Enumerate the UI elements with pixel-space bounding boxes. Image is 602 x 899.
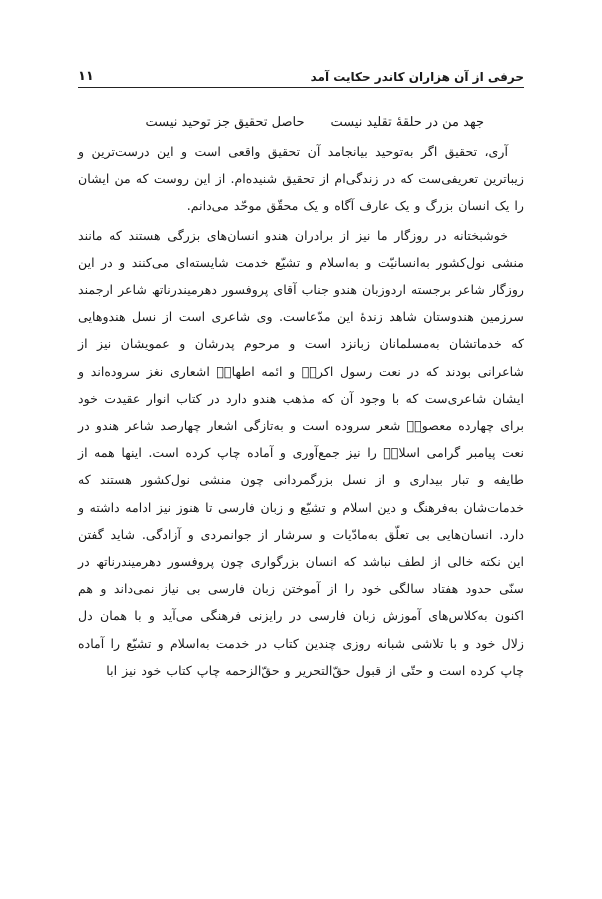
page-number: ۱۱ <box>78 69 94 84</box>
page-body <box>78 110 524 686</box>
verse-first-hemistich: جهد من در حلقهٔ تقلید نیست <box>330 115 484 130</box>
paragraph-1: آری، تحقیق اگر به‌توحید بیانجامد آن تحقیق واقعی است و این درست‌ترین و زیباترین تعریفی‌ست که در زندگی‌ام از تحقیق شنیده‌ام. از این روست که من ایشان را یک انسان بزرگ و یک عارف آگاه و یک محقّق موحّد می‌دانم. <box>78 144 524 214</box>
header-rule <box>78 87 524 88</box>
page-header <box>78 62 524 84</box>
paragraph-2: خوشبختانه در روزگار ما نیز از برادران هندو انسان‌های بزرگی هستند که مانند منشی نول‌کشور به‌انسانیّت و به‌اسلام و تشیّع خدمت شایسته‌ای می‌کنند و در این روزگار شاعر برجسته اردوزبان هندو جناب آقای پروفسور دهرمیندرناتھ شاعر ارجمند سرزمین هندوستان شاهد زندهٔ این مدّعاست. وی شاعری است از نسل هندوهایی که خدماتشان به‌مسلمانان زبانزد است و مرحوم پدرشان و عمویشان نیز از شاعرانی بودند که در نعت رسول اکرمؐ و ائمه اطهارؒ اشعاری نغز سروده‌اند و ایشان شاعری‌ست که با وجود آن که مذهب هندو دارد در کتاب انوار عقیدت خود برای چهارده معصومؒ شعر سروده است و به‌تازگی اشعار چهارصد شاعر هندو در نعت پیامبر گرامی اسلامؐ را نیز جمع‌آوری و آماده چاپ کرده است. اینها همه از طایفه و تبار بیداری و از نسل بزرگمردانی چون منشی نول‌کشور هستند که خدمات‌شان به‌فرهنگ و دین اسلام و تشیّع و زبان فارسی تا هنوز نیز ادامه داشته و دارد. انسان‌هایی بی تعلّق به‌مادّیات و سرشار از جوانمردی و آزادگی. شاید گفتن این نکته خالی از لطف نباشد که انسان بزرگواری چون پروفسور دهرمیندرناتھ در سنّی حدود هفتاد سالگی خود را از آموختن زبان فارسی بی نیاز نمی‌داند و هم اکنون به‌کلاس‌های آموزش زبان فارسی در رایزنی فرهنگی می‌آید و با همان دل زلال خود و با تلاشی شبانه روزی چندین کتاب در خدمت به‌اسلام و تشیّع را آماده چاپ کرده است و حتّی از قبول حقّ‌التحریر و حقّ‌الزحمه چاپ کتاب خود نیز ابا <box>78 227 524 678</box>
running-title: حرفی از آن هزاران کاندر حکایت آمد <box>310 70 524 84</box>
verse-line <box>78 110 524 136</box>
verse-second-hemistich: حاصل تحقیق جز توحید نیست <box>145 115 305 130</box>
